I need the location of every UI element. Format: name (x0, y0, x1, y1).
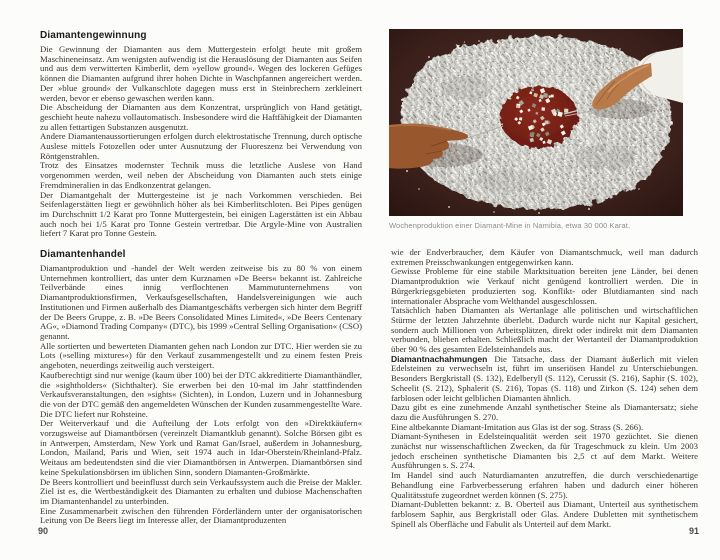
body-paragraph: Die Gewinnung der Diamanten aus dem Muttergestein erfolgt heute mit großem Maschineneinsatz. Am wenigsten aufwendig ist die Herauslösung der Diamanten aus Seifen und aus dem verwitterten Kimberlit, dem »yellow ground«. Wegen des lockeren Gefüges können die Diamanten aufgrund ihrer hohen Dichte in Waschpfannen angereichert werden. Der »blue ground« der Vulkanschlote dagegen muss erst in Steinbrechern zerkleinert werden, bevor er ebenso gewaschen werden kann. (40, 44, 362, 103)
rough-diamond (541, 107, 545, 111)
body-paragraph: Dazu gibt es eine zunehmende Anzahl synthetischer Steine als Diamantersatz; siehe dazu die Ausführungen S. 270. (391, 402, 698, 422)
rough-diamond (543, 93, 548, 98)
body-paragraph: Eine Zusammenarbeit zwischen den führenden Förderländern unter der organisatorischen Leitung von De Beers liegt im Interesse aller, der Diamantproduzenten (40, 505, 362, 526)
section-heading: Diamantenhandel (40, 249, 126, 261)
body-paragraph: Diamant-Synthesen in Edelsteinqualität werden seit 1970 gezüchtet. Sie dienen zunächst nur wissenschaftlichen Zwecken, da für Trageschmuck zu klein. Um 2003 jedoch erscheinen synthetische Diamanten bis 2,5 ct auf dem Markt. Weitere Ausführungen s. S. 274. (391, 431, 698, 471)
body-paragraph: Trotz des Einsatzes modernster Technik muss die letztliche Auslese von Hand vorgenommen werden, weil neben der Abscheidung von Diamanten auch stets einige Fremdmineralien in das Endkonzentrat gelangen. (40, 160, 362, 190)
photo-image (389, 29, 683, 216)
inline-heading: Diamantnachahmungen (391, 353, 488, 364)
body-paragraph: Alle sortierten und bewerteten Diamanten gehen nach London zur DTC. Hier werden sie zu Lots (»selling mixtures«) für den Verkauf zusammengestellt und zu einem festen Preis angeboten, neuerdings zeitweilig auch versteigert. (40, 340, 362, 371)
body-paragraph: Der Weiterverkauf und die Aufteilung der Lots erfolgt von den »Direktkäufern« vorzugsweise auf Diamantbörsen (vereinzelt Diamantklub genannt). Solche Börsen gibt es in Antwerpen, Amsterdam, New York und Ramat Gan/Israel, außerdem in Johannesburg, London, Mailand, Paris und Wien, seit 1974 auch in Idar-Oberstein/Rheinland-Pfalz. Weitaus am bedeutendsten sind die vier Diamantbörsen in Antwerpen. Diamantbörsen sind keine Spekulationsbörsen im üblichen Sinn, sondern Diamanten-Großmärkte. (40, 418, 362, 477)
body-paragraph: Diamantproduktion und -handel der Welt werden zeitweise bis zu 80 % von einem Unternehmen kontrolliert, das unter dem Kurznamen »De Beers« bekannt ist. Zahlreiche Teilverbände eines innig verflochtenen Mammutunternehmens von Diamantproduktionsfirmen, Verkaufsgesellschaften, Handelsvereinigungen wie auch Institutionen und Firmen außerhalb des Diamantgeschäfts verbergen sich hinter dem Begriff der De Beers Gruppe, z. B. »De Beers Consolidated Mines Limited«, »De Beers Centenary AG«, »Diamond Trading Company« (DTC), bis 1999 »Central Selling Organisation« (CSO) genannt. (40, 263, 362, 341)
body-paragraph: Diamantnachahmungen Die Tatsache, dass der Diamant äußerlich mit vielen Edelsteinen zu verwechseln ist, führt im unseriösen Handel zu Unterschiebungen. Besonders Bergkristall (S. 132), Edelberyll (S. 112), Cerussit (S. 216), Saphir (S. 102), Scheelit (S. 212), Sphalerit (S. 216), Topas (S. 118) und Zirkon (S. 124) sehen dem farblosen oder leicht gelblichen Diamanten ähnlich. (391, 353, 698, 403)
body-paragraph: Gewisse Probleme für eine stabile Marktsituation bereiten jene Länder, bei denen Diamantproduktion wie Verkauf nicht genügend kontrolliert werden. Die in Bürgerkriegsgebieten produzierten sog. Konflikt- oder Blutdiamanten sind nach internationaler Absprache vom Welthandel ausgeschlossen. (391, 266, 698, 306)
page-91-text-column (391, 248, 698, 529)
body-paragraph: Tatsächlich haben Diamanten als Wertanlage alle politischen und wirtschaftlichen Stürme der letzten Jahrzehnte überlebt. Dadurch wurde nicht nur Kapital gesichert, sondern auch Millionen von Arbeitsplätzen, direkt oder indirekt mit dem Diamanten verbunden, blieben erhalten. Schließlich macht der Wertanteil der Diamantproduktion über 90 % des gesamten Edelsteinhandels aus. (391, 305, 698, 355)
body-paragraph: Eine altbekannte Diamant-Imitation aus Glas ist der sog. Strass (S. 266). (391, 421, 644, 432)
body-paragraph: De Beers kontrolliert und beeinflusst durch sein Verkaufssystem auch die Preise der Makler. Ziel ist es, die Wertbeständigkeit des Diamanten zu erhalten und dubiose Machenschaften im Diamantenhandel zu unterbinden. (40, 476, 362, 506)
body-paragraph: Kaufberechtigt sind nur wenige (kaum über 100) bei der DTC akkreditierte Diamanthändler, die »sightholders« (Sichthalter). Sie erwerben bei den 10-mal im Jahr stattfindenden Verkaufsveranstaltungen, den »sights« (Sichten), in London, Luzern und in Johannesburg die von der DTC gemäß den angemeldeten Wünschen der Kunden zusammengestellte Ware. Die DTC liefert nur Rohsteine. (40, 369, 362, 419)
page-90-text-column (40, 30, 362, 526)
red-sorting-area (500, 86, 578, 148)
page-number-left: 90 (38, 526, 49, 536)
page-number-right: 91 (688, 526, 699, 536)
body-paragraph: Andere Diamantenaussortierungen erfolgen durch elektrostatische Trennung, durch optische Auslese mittels Fotozellen oder unter Ausnutzung der Fluoreszenz bei Verwendung von Röntgenstrahlen. (40, 131, 362, 161)
section-heading: Diamantengewinnung (40, 30, 147, 41)
body-paragraph: Der Diamantgehalt der Muttergesteine ist je nach Vorkommen verschieden. Bei Seifenlagerstätten liegt er gewöhnlich höher als bei Kimberlitschloten. Bei Pipes genügen im Durchschnitt 1/2 Karat pro Tonne Muttergestein, bei einigen Lagerstätten ist ein Abbau auch noch bei 1/5 Karat pro Tonne Gestein vertretbar. Die Argyle-Mine von Australien liefert 7 Karat pro Tonne Gestein. (40, 189, 362, 239)
rough-diamond (545, 121, 549, 125)
body-paragraph: wie der Endverbraucher, dem Käufer von Diamantschmuck, weil man dadurch extremen Preisschwankungen entgegenwirken kann. (391, 247, 698, 267)
diamond-pile-photo (389, 29, 683, 216)
rough-diamond (564, 108, 568, 112)
rough-diamond (551, 95, 554, 98)
body-paragraph: Die Abscheidung der Diamanten aus dem Konzentrat, ursprünglich von Hand getätigt, geschieht heute nahezu vollautomatisch. Insbesondere wird die Haftfähigkeit der Diamanten zu allen fettartigen Substanzen ausgenutzt. (40, 102, 362, 132)
body-paragraph: Im Handel sind auch Naturdiamanten anzutreffen, die durch verschiedenartige Behandlung eine Farbverbesserung erfahren haben und dadurch einer höheren Qualitätsstufe zugeordnet werden können (S. 275). (391, 470, 698, 500)
photo-caption: Wochenproduktion einer Diamant-Mine in Namibia, etwa 30 000 Karat. (389, 221, 631, 230)
body-paragraph: Diamant-Dubletten bekannt: z. B. Oberteil aus Diamant, Unterteil aus synthetischem farblosem Saphir, aus Bergkristall oder Glas. Andere Dubletten mit synthetischem Spinell als Oberfläche und Fabulit als Unterteil auf dem Markt. (391, 499, 698, 529)
